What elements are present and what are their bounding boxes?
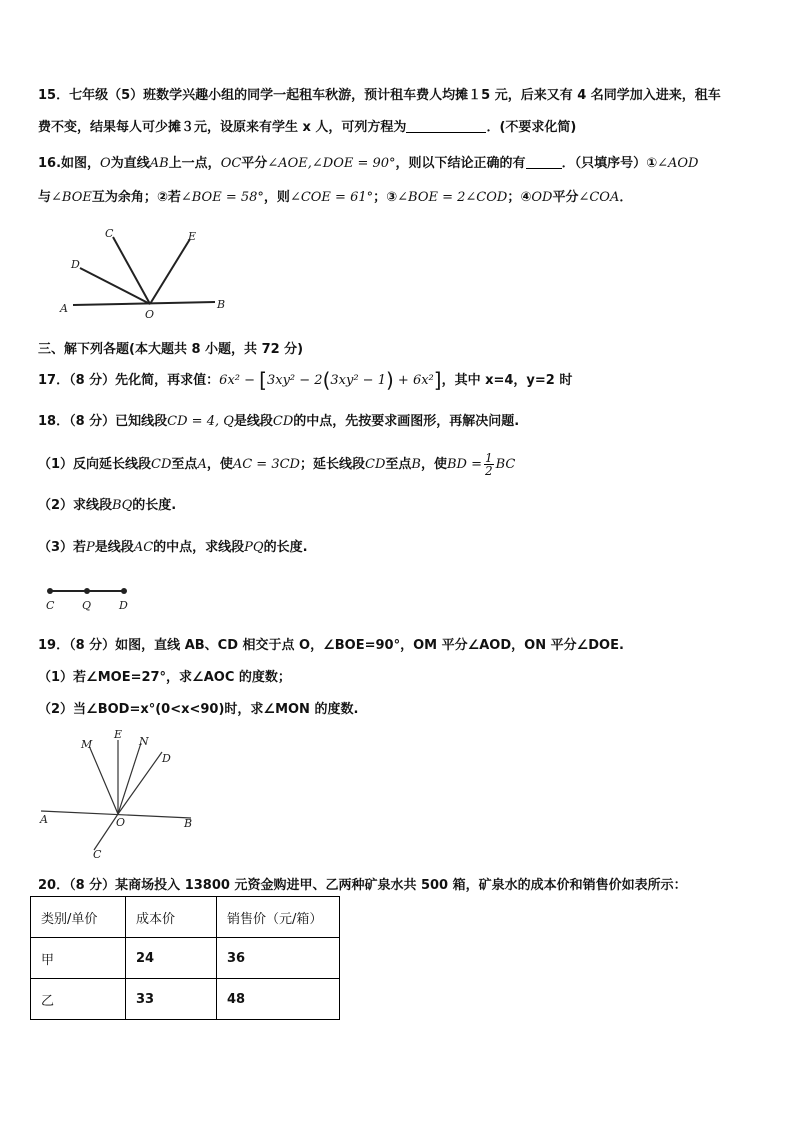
- table-row: [31, 979, 340, 1020]
- point-q: [84, 588, 90, 594]
- q18-part1: [38, 452, 515, 477]
- q19-part2: （2）当∠BOD=x°(0<x<90)时，求∠MON 的度数.: [38, 702, 359, 717]
- cell-sale: 36: [217, 938, 340, 979]
- paren-open: (: [322, 368, 331, 392]
- q18-math: PQ: [244, 540, 264, 555]
- q16-text: 为直线: [110, 156, 150, 171]
- label-e: E: [188, 230, 197, 243]
- q18-text: 的中点，求线段: [153, 540, 245, 555]
- q16-math: ∠COA: [578, 190, 620, 205]
- q16-math: ∠AOE,∠DOE = 90°: [267, 156, 396, 171]
- label-c: C: [105, 227, 114, 240]
- cell-category: 甲: [31, 938, 126, 979]
- answer-blank: [526, 156, 562, 169]
- label-c: C: [93, 848, 102, 861]
- q16-text: ；④: [507, 190, 532, 205]
- q16-text: ；③: [373, 190, 398, 205]
- q18-math: AC: [133, 540, 154, 555]
- point-d: [121, 588, 127, 594]
- q18-math: CD = 4, Q: [167, 414, 234, 429]
- q16-text: ．（只填序号）①: [561, 156, 658, 171]
- q17-text: ，其中 x=4，y=2 时: [441, 373, 573, 388]
- q18-text: 的中点，先按要求画图形，再解决问题.: [293, 414, 520, 429]
- q18-text: （1）反向延长线段: [38, 457, 152, 472]
- q16-math: OC: [220, 156, 242, 171]
- q18-math: BQ: [112, 498, 133, 513]
- ray-on: [118, 743, 141, 814]
- q16-math: O: [100, 156, 111, 171]
- q16-text: 16.如图，: [38, 156, 101, 171]
- q15-line2-end: ．(不要求化简): [486, 120, 577, 135]
- answer-blank: [406, 120, 486, 133]
- q18-text: ；延长线段: [299, 457, 365, 472]
- q18-math: CD: [365, 457, 386, 472]
- label-o: O: [116, 816, 126, 829]
- label-c: C: [46, 599, 55, 612]
- cell-cost: 24: [126, 938, 217, 979]
- q17-math: 3xy² − 1: [330, 373, 386, 388]
- q18-text: 的长度.: [132, 498, 177, 513]
- label-a: A: [40, 813, 48, 826]
- q17-text: 17．（8 分）先化简，再求值：: [38, 373, 220, 388]
- q18-math: CD: [151, 457, 172, 472]
- q18-math: B: [411, 457, 421, 472]
- label-o: O: [145, 308, 155, 321]
- q18-text: 18．（8 分）已知线段: [38, 414, 168, 429]
- header-category: 类别/单价: [31, 897, 126, 938]
- label-b: B: [184, 817, 193, 830]
- q18-math: BC: [495, 457, 516, 472]
- ray-om: [90, 748, 118, 814]
- q16-line1: [38, 152, 698, 171]
- cell-cost: 33: [126, 979, 217, 1020]
- table-row: [31, 938, 340, 979]
- section-heading: 三、解下列各题(本大题共 8 小题，共 72 分): [38, 342, 304, 357]
- label-b: B: [217, 298, 226, 311]
- q18-segment-figure: [40, 582, 140, 616]
- cell-category: 乙: [31, 979, 126, 1020]
- q16-math: AB: [149, 156, 169, 171]
- q15-line2: [38, 116, 576, 135]
- q16-text: ．: [619, 190, 633, 205]
- q18-part3: [38, 536, 308, 555]
- paren-close: ): [385, 368, 394, 392]
- q18-part2: [38, 494, 176, 513]
- line-cd-upper: [118, 752, 162, 814]
- q18-stem: [38, 410, 519, 429]
- q16-text: 互为余角；②若: [91, 190, 181, 205]
- q16-math: ∠COE = 61°: [289, 190, 374, 205]
- fraction-one-half: [484, 452, 494, 477]
- q16-text: ，则: [263, 190, 290, 205]
- price-table: [30, 896, 340, 1020]
- q18-math: BD =: [446, 457, 482, 472]
- label-q: Q: [82, 599, 92, 612]
- q20-stem: 20．（8 分）某商场投入 13800 元资金购进甲、乙两种矿泉水共 500 箱，矿泉水的成本价和销售价如表所示：: [38, 878, 687, 893]
- label-a: A: [60, 302, 68, 315]
- q18-math: A: [197, 457, 207, 472]
- q15-line2-text: 费不变，结果每人可少摊３元，设原来有学生 x 人，可列方程为: [38, 120, 407, 135]
- q17-line: [38, 368, 572, 392]
- q19-angle-figure: [36, 728, 206, 863]
- q18-text: ，使: [206, 457, 233, 472]
- table-header-row: [31, 897, 340, 938]
- q18-math: AC = 3CD: [232, 457, 300, 472]
- label-m: M: [81, 738, 93, 751]
- label-d: D: [162, 752, 171, 765]
- q17-math: 3xy² − 2: [266, 373, 323, 388]
- q17-math: 6x² −: [219, 373, 260, 388]
- q16-text: 上一点，: [168, 156, 221, 171]
- q16-math: ∠BOE = 2∠COD: [397, 190, 508, 205]
- q16-math: ∠AOD: [657, 156, 699, 171]
- q16-math: OD: [531, 190, 553, 205]
- line-ab: [73, 302, 215, 305]
- label-d: D: [71, 258, 80, 271]
- q18-text: 是线段: [233, 414, 273, 429]
- q18-text: 至点: [385, 457, 412, 472]
- q16-text: 与: [38, 190, 52, 205]
- fraction-numerator: 1: [484, 451, 493, 465]
- label-e: E: [114, 728, 123, 741]
- q17-math: + 6x²: [393, 373, 434, 388]
- fraction-denominator: 2: [484, 464, 493, 478]
- header-cost: 成本价: [126, 897, 217, 938]
- q16-text: ，则以下结论正确的有: [395, 156, 526, 171]
- cell-sale: 48: [217, 979, 340, 1020]
- q18-text: （2）求线段: [38, 498, 113, 513]
- q18-text: （3）若: [38, 540, 87, 555]
- q16-text: 平分: [552, 190, 579, 205]
- q18-math: P: [86, 540, 95, 555]
- q16-math: ∠BOE: [51, 190, 92, 205]
- q18-text: ，使: [420, 457, 447, 472]
- ray-oe: [150, 239, 190, 304]
- point-c: [47, 588, 53, 594]
- q18-text: 至点: [171, 457, 198, 472]
- header-sale: 销售价（元/箱）: [217, 897, 340, 938]
- bracket-open: [: [259, 368, 267, 392]
- q18-math: CD: [272, 414, 294, 429]
- q15-line1: 15．七年级（5）班数学兴趣小组的同学一起租车秋游，预计租车费人均摊１5 元，后来又有 4 名同学加入进来，租车: [38, 88, 721, 103]
- label-n: N: [139, 735, 149, 748]
- q18-text: 是线段: [94, 540, 134, 555]
- bracket-close: ]: [433, 368, 442, 392]
- q16-math: ∠BOE = 58°: [180, 190, 264, 205]
- q16-angle-figure: [55, 222, 245, 327]
- q19-stem: 19．（8 分）如图，直线 AB、CD 相交于点 O，∠BOE=90°，OM 平分∠AOD，ON 平分∠DOE.: [38, 638, 624, 653]
- q16-line2: [38, 186, 632, 205]
- label-d: D: [119, 599, 128, 612]
- q18-text: 的长度.: [263, 540, 308, 555]
- q19-part1: （1）若∠MOE=27°，求∠AOC 的度数；: [38, 670, 291, 685]
- line-cd-lower: [94, 814, 118, 850]
- q16-text: 平分: [241, 156, 268, 171]
